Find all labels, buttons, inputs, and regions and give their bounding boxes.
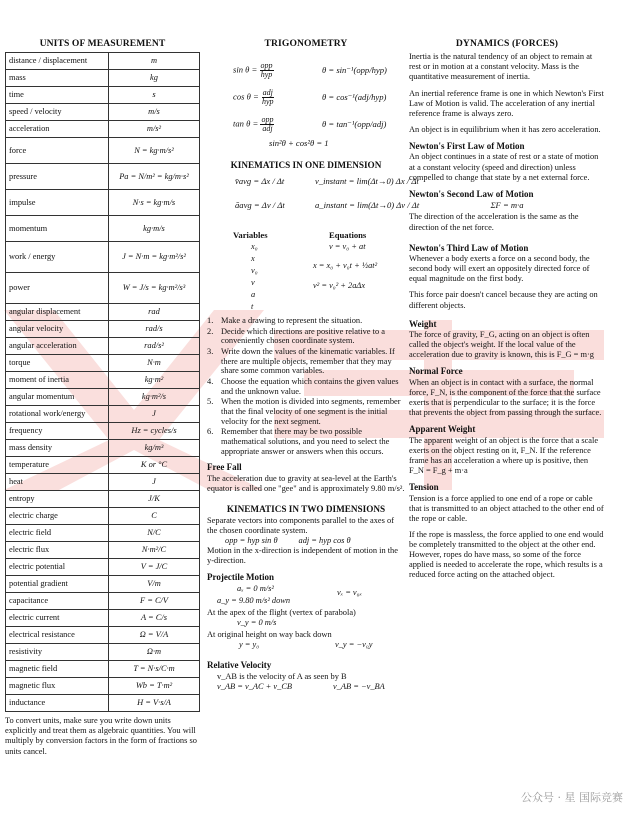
unit-quantity: entropy	[6, 491, 109, 508]
equations-heading: Equations	[329, 230, 367, 241]
units-row	[6, 406, 200, 423]
unit-symbol: J	[109, 474, 200, 491]
unit-quantity: momentum	[6, 216, 109, 242]
sin-lhs: sin θ =	[233, 64, 258, 75]
unit-symbol: kg·m²/s	[109, 389, 200, 406]
second-law-heading: Newton's Second Law of Motion	[409, 188, 534, 199]
projectile-heading: Projectile Motion	[207, 572, 275, 583]
units-row	[6, 104, 200, 121]
unit-symbol: F = C/V	[109, 593, 200, 610]
normal-force-heading: Normal Force	[409, 366, 463, 377]
unit-symbol: N·m	[109, 355, 200, 372]
kin1d-variables	[207, 230, 405, 316]
units-row	[6, 627, 200, 644]
projectile-row-y	[207, 596, 405, 608]
unit-quantity: potential gradient	[6, 576, 109, 593]
unit-symbol: rad/s	[109, 321, 200, 338]
units-row	[6, 321, 200, 338]
sin-den: hyp	[260, 70, 273, 80]
unit-symbol: C	[109, 508, 200, 525]
unit-symbol: kg	[109, 70, 200, 87]
return-row	[207, 640, 405, 652]
step-text: Make a drawing to represent the situation.	[221, 316, 363, 326]
tension-text2: If the rope is massless, the force applied to one end would be completely transmitted to the object at the other end. However, ropes do have mass, so some of the force applied is needed to accelerate the rope, which results is a reduced force acting on the attached object.	[409, 530, 604, 580]
original-height-text: At original height on way back down	[207, 630, 332, 640]
units-row	[6, 389, 200, 406]
step-number: 1.	[207, 316, 214, 326]
units-row	[6, 559, 200, 576]
unit-quantity: pressure	[6, 164, 109, 190]
step-number: 5.	[207, 397, 214, 407]
unit-symbol: N/C	[109, 525, 200, 542]
cos-lhs: cos θ =	[233, 91, 259, 102]
variables-heading: Variables	[233, 230, 268, 241]
kin-equation: x = x₀ + v₀t + ½at²	[313, 261, 378, 271]
unit-symbol: J = N·m = kg·m²/s²	[109, 242, 200, 273]
relative-row	[207, 682, 405, 694]
third-law-text2: This force pair doesn't cancel because they are acting on different objects.	[409, 290, 598, 310]
free-fall-heading: Free Fall	[207, 462, 242, 473]
unit-symbol: T = N·s/C·m	[109, 661, 200, 678]
vx-eq: vₓ = v₀ₓ	[337, 587, 362, 597]
trig-title: TRIGONOMETRY	[264, 38, 348, 49]
tan-num: opp	[261, 115, 274, 125]
dynamics-column	[409, 38, 605, 587]
units-row	[6, 138, 200, 164]
step-text: Write down the values of the kinematic variables. If there are multiple objects, remember that they may share some common variables.	[221, 347, 395, 376]
step-text: Decide which directions are positive relative to a conveniently chosen coordinate system.	[221, 326, 385, 346]
units-row	[6, 576, 200, 593]
unit-symbol: m/s	[109, 104, 200, 121]
projectile-row-x	[207, 584, 405, 596]
cos-fraction	[261, 89, 275, 106]
unit-quantity: angular momentum	[6, 389, 109, 406]
unit-quantity: electric flux	[6, 542, 109, 559]
unit-symbol: K or °C	[109, 457, 200, 474]
unit-quantity: electric charge	[6, 508, 109, 525]
unit-quantity: power	[6, 273, 109, 304]
kin-variable: t	[251, 302, 254, 312]
unit-quantity: impulse	[6, 190, 109, 216]
apparent-weight-text: The apparent weight of an object is the force that a scale exerts on the object resting on it, F_N. If the reference frame has an acceleration a where up is positive, then F_N = F_g + m·a	[409, 435, 599, 476]
unit-symbol: W = J/s = kg·m²/s³	[109, 273, 200, 304]
tan-formula	[233, 116, 274, 133]
acos-formula: θ = cos⁻¹(adj/hyp)	[322, 92, 387, 103]
unit-quantity: distance / displacement	[6, 53, 109, 70]
unit-symbol: N = kg·m/s²	[109, 138, 200, 164]
units-row	[6, 542, 200, 559]
kin-variable: v₀	[251, 266, 258, 276]
units-row	[6, 70, 200, 87]
inertia-text: Inertia is the natural tendency of an object to remain at rest or in motion at a constant velocity. Mass is the quantitative measurement of inertia.	[409, 52, 593, 82]
ay-eq: a_y = 9.80 m/s² down	[217, 595, 291, 605]
asin-formula: θ = sin⁻¹(opp/hyp)	[322, 65, 387, 76]
vy-eq: v_y = −v₀y	[335, 640, 373, 650]
apex-row	[207, 618, 405, 630]
unit-quantity: time	[6, 87, 109, 104]
first-law-text: An object continues in a state of rest or a state of motion at a constant velocity (speed and direction) unless compelled to change that state by a net external force.	[409, 152, 599, 182]
units-row	[6, 423, 200, 440]
kin-variable: x	[251, 254, 255, 264]
unit-quantity: resistivity	[6, 644, 109, 661]
unit-quantity: electric potential	[6, 559, 109, 576]
kin2d-text1: Separate vectors into components parallel to the axes of the chosen coordinate system.	[207, 515, 394, 536]
cos-num: adj	[262, 88, 273, 98]
unit-quantity: angular velocity	[6, 321, 109, 338]
units-note: To convert units, make sure you write down units explicitly and treat them as algebraic quantities. You will multiply by conversion factors in the form of fractions so units cancel.	[5, 716, 197, 756]
apex-text: At the apex of the flight (vertex of parabola)	[207, 607, 356, 617]
unit-quantity: magnetic flux	[6, 678, 109, 695]
unit-symbol: A = C/s	[109, 610, 200, 627]
units-row	[6, 644, 200, 661]
unit-symbol: m	[109, 53, 200, 70]
unit-quantity: frequency	[6, 423, 109, 440]
unit-quantity: work / energy	[6, 242, 109, 273]
unit-quantity: mass density	[6, 440, 109, 457]
sin-num: opp	[260, 61, 273, 71]
units-row	[6, 87, 200, 104]
units-row	[6, 593, 200, 610]
units-row	[6, 491, 200, 508]
step-text: When the motion is divided into segments, remember that the final velocity of one segment is the initial velocity for the next segment.	[221, 397, 401, 426]
unit-quantity: electric field	[6, 525, 109, 542]
units-row	[6, 372, 200, 389]
unit-quantity: rotational work/energy	[6, 406, 109, 423]
unit-symbol: kg·m/s	[109, 216, 200, 242]
equilibrium-text: An object is in equilibrium when it has zero acceleration.	[409, 124, 601, 134]
step-number: 6.	[207, 427, 214, 437]
kin1d-title: KINEMATICS IN ONE DIMENSION	[230, 160, 382, 171]
kin2d-components: opp = hyp sin θ adj = hyp cos θ	[225, 536, 351, 546]
unit-symbol: Hz = cycles/s	[109, 423, 200, 440]
first-law-heading: Newton's First Law of Motion	[409, 140, 525, 151]
units-row	[6, 216, 200, 242]
vy0-eq: v_y = 0 m/s	[237, 618, 277, 628]
cos-formula	[233, 89, 275, 106]
units-row	[6, 440, 200, 457]
units-row	[6, 190, 200, 216]
dynamics-title: DYNAMICS (FORCES)	[455, 38, 559, 49]
unit-symbol: kg·m²	[109, 372, 200, 389]
units-row	[6, 678, 200, 695]
units-row	[6, 474, 200, 491]
unit-quantity: speed / velocity	[6, 104, 109, 121]
trig-formulas	[207, 52, 405, 148]
sin-formula	[233, 62, 274, 79]
kin1d-definitions	[207, 172, 420, 230]
sin-fraction	[260, 62, 274, 79]
units-title: UNITS OF MEASUREMENT	[39, 38, 166, 49]
unit-symbol: rad	[109, 304, 200, 321]
unit-quantity: capacitance	[6, 593, 109, 610]
apparent-weight-heading: Apparent Weight	[409, 424, 476, 435]
kin-step	[207, 347, 405, 376]
unit-quantity: force	[6, 138, 109, 164]
unit-symbol: kg/m³	[109, 440, 200, 457]
unit-symbol: Ω = V/A	[109, 627, 200, 644]
watermark-footer: 公众号 · 星 国际竞赛	[521, 791, 623, 805]
kin-step	[207, 316, 405, 326]
unit-symbol: J/K	[109, 491, 200, 508]
units-row	[6, 53, 200, 70]
units-row	[6, 121, 200, 138]
rel-eq1: v_AB = v_AC + v_CB	[217, 681, 293, 691]
v-inst-formula: v_instant = lim(Δt→0) Δx / Δt	[315, 176, 419, 187]
unit-symbol: Ω·m	[109, 644, 200, 661]
kin-step	[207, 377, 405, 396]
units-row	[6, 457, 200, 474]
trig-identity: sin²θ + cos²θ = 1	[269, 138, 329, 149]
kin-variable: v	[251, 278, 255, 288]
a-inst-formula: a_instant = lim(Δt→0) Δv / Δt	[315, 200, 420, 211]
kin-equation: v = v₀ + at	[329, 242, 366, 252]
y-eq: y = y₀	[239, 640, 260, 650]
unit-symbol: rad/s²	[109, 338, 200, 355]
units-row	[6, 273, 200, 304]
ax-eq: aₓ = 0 m/s²	[237, 583, 274, 593]
step-number: 2.	[207, 326, 214, 336]
kin2d-title: KINEMATICS IN TWO DIMENSIONS	[226, 504, 386, 515]
kin-variable: x₀	[251, 242, 258, 252]
atan-formula: θ = tan⁻¹(opp/adj)	[322, 119, 387, 130]
step-text: Choose the equation which contains the given values and the unknown value.	[221, 377, 399, 396]
units-row	[6, 355, 200, 372]
kinematics-column	[207, 38, 420, 694]
a-avg-formula: āavg = Δv / Δt	[235, 200, 285, 211]
kin-variable: a	[251, 290, 256, 300]
units-row	[6, 304, 200, 321]
unit-symbol: V = J/C	[109, 559, 200, 576]
kin2d-text2: Motion in the x-direction is independent of motion in the y-direction.	[207, 546, 398, 566]
units-column	[5, 38, 200, 757]
weight-heading: Weight	[409, 318, 437, 329]
unit-quantity: temperature	[6, 457, 109, 474]
unit-quantity: moment of inertia	[6, 372, 109, 389]
unit-symbol: V/m	[109, 576, 200, 593]
unit-symbol: J	[109, 406, 200, 423]
unit-symbol: N·s = kg·m/s	[109, 190, 200, 216]
unit-symbol: Pa = N/m² = kg/m·s²	[109, 164, 200, 190]
tan-fraction	[260, 116, 274, 133]
relative-velocity-text: v_AB is the velocity of A as seen by B	[217, 671, 347, 681]
unit-quantity: acceleration	[6, 121, 109, 138]
weight-text: The force of gravity, F_G, acting on an object is often called the object's weight. If the local value of the acceleration due to gravity is known, this is F_G = m·g	[409, 330, 594, 360]
kin-equation: v² = v₀² + 2aΔx	[313, 281, 366, 291]
kin-step	[207, 327, 405, 346]
cos-den: hyp	[261, 97, 274, 107]
unit-quantity: torque	[6, 355, 109, 372]
second-law-equation: ΣF = m·a	[490, 200, 524, 211]
kin-step	[207, 397, 405, 426]
step-number: 4.	[207, 377, 214, 387]
reference-frame-text: An inertial reference frame is one in which Newton's First Law of Motion is valid. The acceleration of any inertial reference frame is always zero.	[409, 88, 604, 118]
unit-symbol: m/s²	[109, 121, 200, 138]
unit-quantity: electrical resistance	[6, 627, 109, 644]
second-law-text: The direction of the acceleration is the same as the direction of the net force.	[409, 212, 579, 232]
third-law-text: Whenever a body exerts a force on a second body, the second body will exert an oppositely directed force of equal magnitude on the first body.	[409, 254, 590, 284]
tan-den: adj	[262, 124, 273, 134]
v-avg-formula: v̄avg = Δx / Δt	[235, 176, 285, 187]
tension-text: Tension is a force applied to one end of a rope or cable that is transmitted to an object attached to the other end of the rope or cable.	[409, 493, 604, 524]
units-row	[6, 525, 200, 542]
kin-step	[207, 427, 405, 456]
normal-force-text: When an object is in contact with a surface, the normal force, F_N, is the component of the force that the surface exerts that is perpendicular to the surface; it is the force that prevents the object from passing through the surface.	[409, 378, 602, 418]
units-row	[6, 242, 200, 273]
unit-quantity: mass	[6, 70, 109, 87]
rel-eq2: v_AB = −v_BA	[333, 681, 385, 691]
kin1d-steps	[207, 316, 405, 456]
relative-velocity-heading: Relative Velocity	[207, 660, 272, 671]
units-row	[6, 695, 200, 712]
unit-quantity: angular displacement	[6, 304, 109, 321]
units-row	[6, 661, 200, 678]
unit-symbol: N·m²/C	[109, 542, 200, 559]
unit-symbol: s	[109, 87, 200, 104]
tan-lhs: tan θ =	[233, 118, 259, 129]
third-law-heading: Newton's Third Law of Motion	[409, 242, 529, 253]
unit-quantity: magnetic field	[6, 661, 109, 678]
units-row	[6, 338, 200, 355]
units-table	[5, 52, 200, 712]
free-fall-text: The acceleration due to gravity at sea-level at the Earth's equator is called one "gee" and is approximately 9.80 m/s².	[207, 473, 405, 494]
units-row	[6, 610, 200, 627]
units-row	[6, 164, 200, 190]
step-number: 3.	[207, 347, 214, 357]
unit-quantity: angular acceleration	[6, 338, 109, 355]
tension-heading: Tension	[409, 482, 439, 493]
units-row	[6, 508, 200, 525]
unit-quantity: inductance	[6, 695, 109, 712]
unit-quantity: electric current	[6, 610, 109, 627]
unit-quantity: heat	[6, 474, 109, 491]
unit-symbol: Wb = T·m²	[109, 678, 200, 695]
unit-symbol: H = V·s/A	[109, 695, 200, 712]
step-text: Remember that there may be two possible mathematical solutions, and you need to select the appropriate answer or answers when this occurs.	[221, 427, 390, 456]
